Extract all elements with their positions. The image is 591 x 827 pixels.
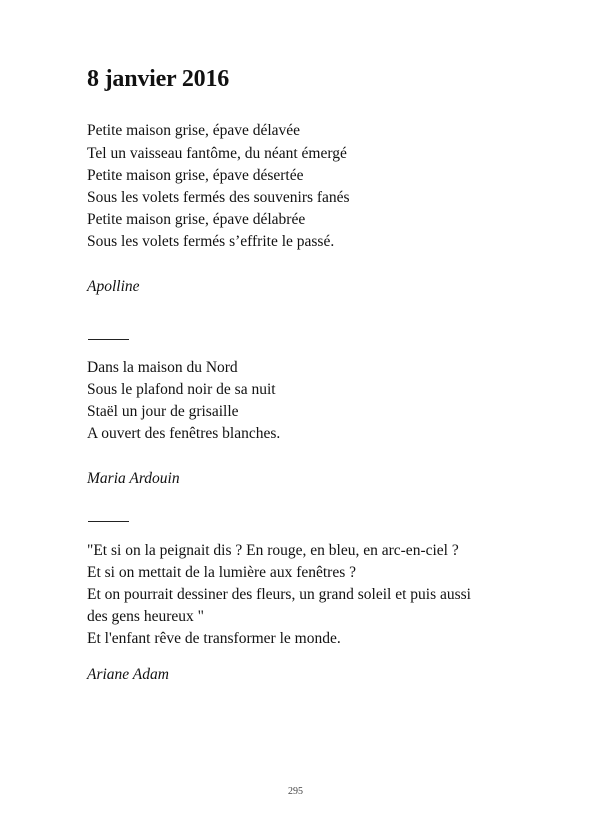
poem-3-line-5: Et l'enfant rêve de transformer le monde. [87,630,341,647]
poem-3-line-2: Et si on mettait de la lumière aux fenêtres ? [87,564,356,581]
poem-3-line-3: Et on pourrait dessiner des fleurs, un grand soleil et puis aussi [87,586,471,603]
poem-2-line-4: A ouvert des fenêtres blanches. [87,425,281,442]
poem-1-line-6: Sous les volets fermés s’effrite le passé. [87,233,335,250]
poem-1-line-4: Sous les volets fermés des souvenirs fanés [87,189,350,206]
poem-3-author: Ariane Adam [87,666,169,683]
poem-1-line-3: Petite maison grise, épave désertée [87,167,304,184]
poem-1-line-5: Petite maison grise, épave délabrée [87,211,306,228]
poem-1-line-1: Petite maison grise, épave délavée [87,122,301,139]
poem-2-line-1: Dans la maison du Nord [87,359,238,376]
poem-2-author: Maria Ardouin [87,470,180,487]
page-title: 8 janvier 2016 [87,66,230,92]
poem-3-line-1: "Et si on la peignait dis ? En rouge, en bleu, en arc-en-ciel ? [87,542,459,559]
page-number: 295 [288,786,303,797]
separator-rule [88,339,129,340]
poem-2-line-3: Staël un jour de grisaille [87,403,239,420]
separator-rule [88,521,129,522]
poem-3-line-4: des gens heureux " [87,608,204,625]
poem-1-line-2: Tel un vaisseau fantôme, du néant émergé [87,145,347,162]
poem-2-line-2: Sous le plafond noir de sa nuit [87,381,276,398]
poem-1-author: Apolline [87,278,140,295]
